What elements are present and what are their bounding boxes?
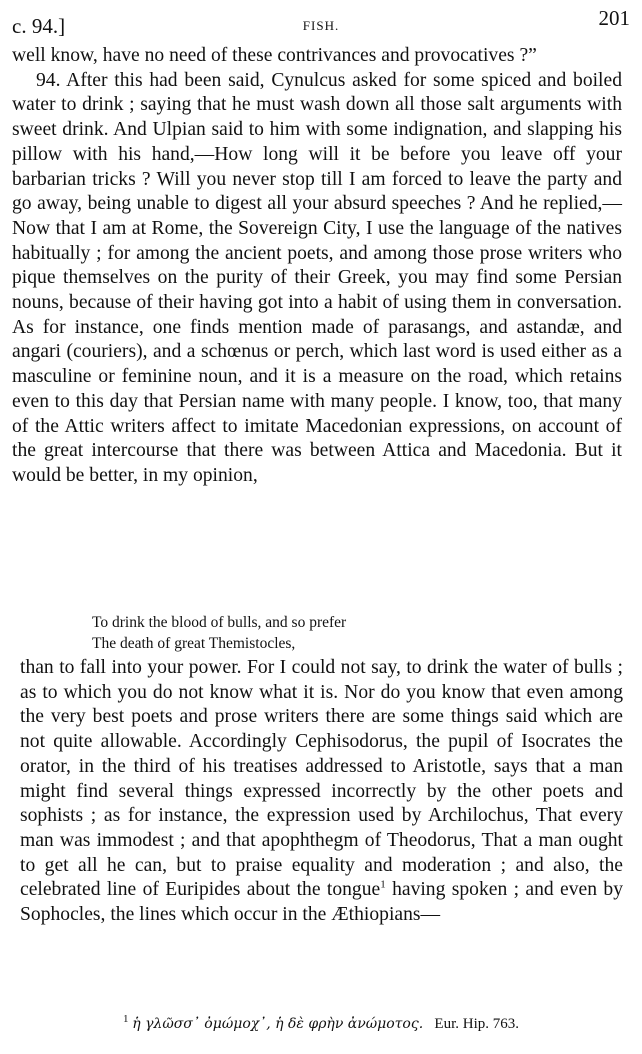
paragraph-text: than to fall into your power. For I could not say, to drink the water of bulls ; as to which you do not know what it is. Nor do you know that even among the very best poets and prose writers there are some things said which are not quite allowable. Accordingly Cephisodorus, the pupil of Isocrates the orator, in the third of his treatises addressed to Aristotle, says that a man might find several things expressed incorrectly by the other poets and sophists ; as for instance, the expression used by Archilochus, That every man was immodest ; and that apophthegm of Theodorus, That a man ought to get all he can, but to praise equality and moderation ; and also, the celebrated line of Euripides about the tongue	[20, 657, 623, 901]
running-title: FISH.	[302, 18, 340, 33]
chapter-reference: c. 94.]	[12, 14, 66, 38]
paragraph-94: 94. After this had been said, Cynulcus asked for some spiced and boiled water to drink ; saying that he must wash down all those salt arguments with sweet drink. And Ulpian said to him with some indignation, and slapping his pillow with his hand,—How long will it be before you leave off your barbarian tricks ? Will you never stop till I am forced to leave the party and go away, being unable to digest all your absurd speeches ? And he replied,—Now that I am at Rome, the Sovereign City, I use the language of the natives habitually ; for among the ancient poets, and among those prose writers who pique themselves on the purity of their Greek, you may find some Persian nouns, because of their having got into a habit of using them in conversation. As for instance, one finds mention made of parasangs, and astandæ, and angari (couriers), and a schœnus or perch, which last word is used either as a masculine or feminine noun, and it is a measure on the road, which retains even to this day that Persian name with many people. I know, too, that many of the Attic writers affect to imitate Macedonian expressions, on account of the great intercourse that there was between Attica and Macedonia. But it would be better, in my opinion,	[12, 69, 622, 486]
page-number: 201	[598, 6, 630, 30]
footnote	[0, 1013, 642, 1033]
verse-line: To drink the blood of bulls, and so prefer	[92, 614, 347, 631]
main-text-bottom	[20, 656, 623, 928]
footnote-greek-text: ἡ γλῶσσ᾽ ὀμώμοχ᾽, ἡ δὲ φρὴν ἀνώμοτος.	[132, 1016, 424, 1032]
footnote-marker: 1	[123, 1013, 129, 1025]
paragraph-text: having spoken ; and even by Sophocles, the lines which occur in the Æthiopians—	[20, 879, 623, 926]
paragraph-continuation: well know, have no need of these contrivances and provocatives ?”	[12, 45, 537, 66]
footnote-reference-text: Eur. Hip. 763.	[434, 1016, 519, 1032]
running-header	[12, 4, 630, 38]
main-text-top	[12, 44, 622, 489]
footnote-reference[interactable]: 1	[380, 878, 386, 891]
verse-line: The death of great Themistocles,	[92, 635, 296, 652]
verse-quotation	[92, 612, 612, 654]
paragraph-continued	[20, 656, 623, 928]
